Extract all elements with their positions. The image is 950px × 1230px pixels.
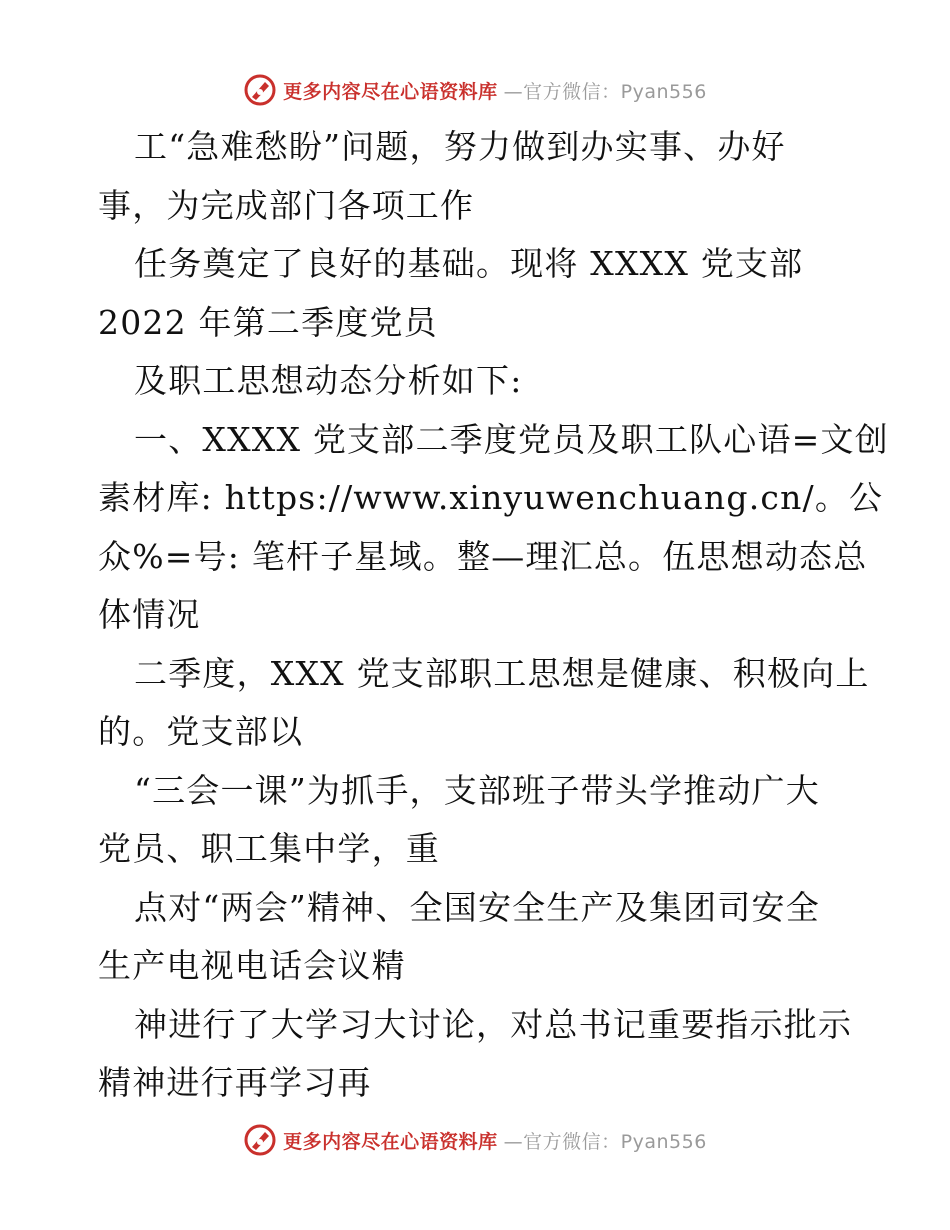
text-line: 素材库: https://www.xinyuwenchuang.cn/。公 xyxy=(98,478,884,517)
header-brand-text: 更多内容尽在心语资料库 xyxy=(283,80,498,103)
text-line: 工“急难愁盼”问题，努力做到办实事、办好 xyxy=(134,127,786,166)
text-line: 事，为完成部门各项工作 xyxy=(98,185,475,225)
text-line: 任务奠定了良好的基础。现将 XXXX 党支部 xyxy=(134,244,804,283)
text-line: 精神进行再学习再 xyxy=(98,1063,372,1102)
text-line: 神进行了大学习大讨论，对总书记重要指示批示 xyxy=(134,1004,853,1044)
document-body xyxy=(98,118,889,1113)
text-line: 点对“两会”精神、全国安全生产及集团司安全 xyxy=(134,887,820,927)
header-wechat-text: —官方微信：Pyan556 xyxy=(503,80,707,103)
text-line: “三会一课”为抓手，支部班子带头学推动广大 xyxy=(134,770,820,810)
text-line: 党员、职工集中学，重 xyxy=(98,829,440,868)
pen-logo-icon xyxy=(243,73,277,107)
header-banner xyxy=(0,70,950,110)
pen-logo-icon xyxy=(243,1123,277,1157)
text-line: 生产电视电话会议精 xyxy=(98,946,406,985)
text-line: 及职工思想动态分析如下: xyxy=(134,361,523,400)
footer-banner xyxy=(0,1120,950,1160)
text-line: 一、XXXX 党支部二季度党员及职工队心语=文创 xyxy=(134,419,889,459)
text-line: 的。党支部以 xyxy=(98,712,304,751)
footer-brand-text: 更多内容尽在心语资料库 xyxy=(283,1130,498,1153)
text-line: 2022 年第二季度党员 xyxy=(98,302,438,342)
text-line: 二季度，XXX 党支部职工思想是健康、积极向上 xyxy=(134,653,870,693)
text-line: 众%=号: 笔杆子星域。整—理汇总。伍思想动态总 xyxy=(98,536,868,576)
footer-wechat-text: —官方微信：Pyan556 xyxy=(503,1130,707,1153)
text-line: 体情况 xyxy=(98,595,201,634)
